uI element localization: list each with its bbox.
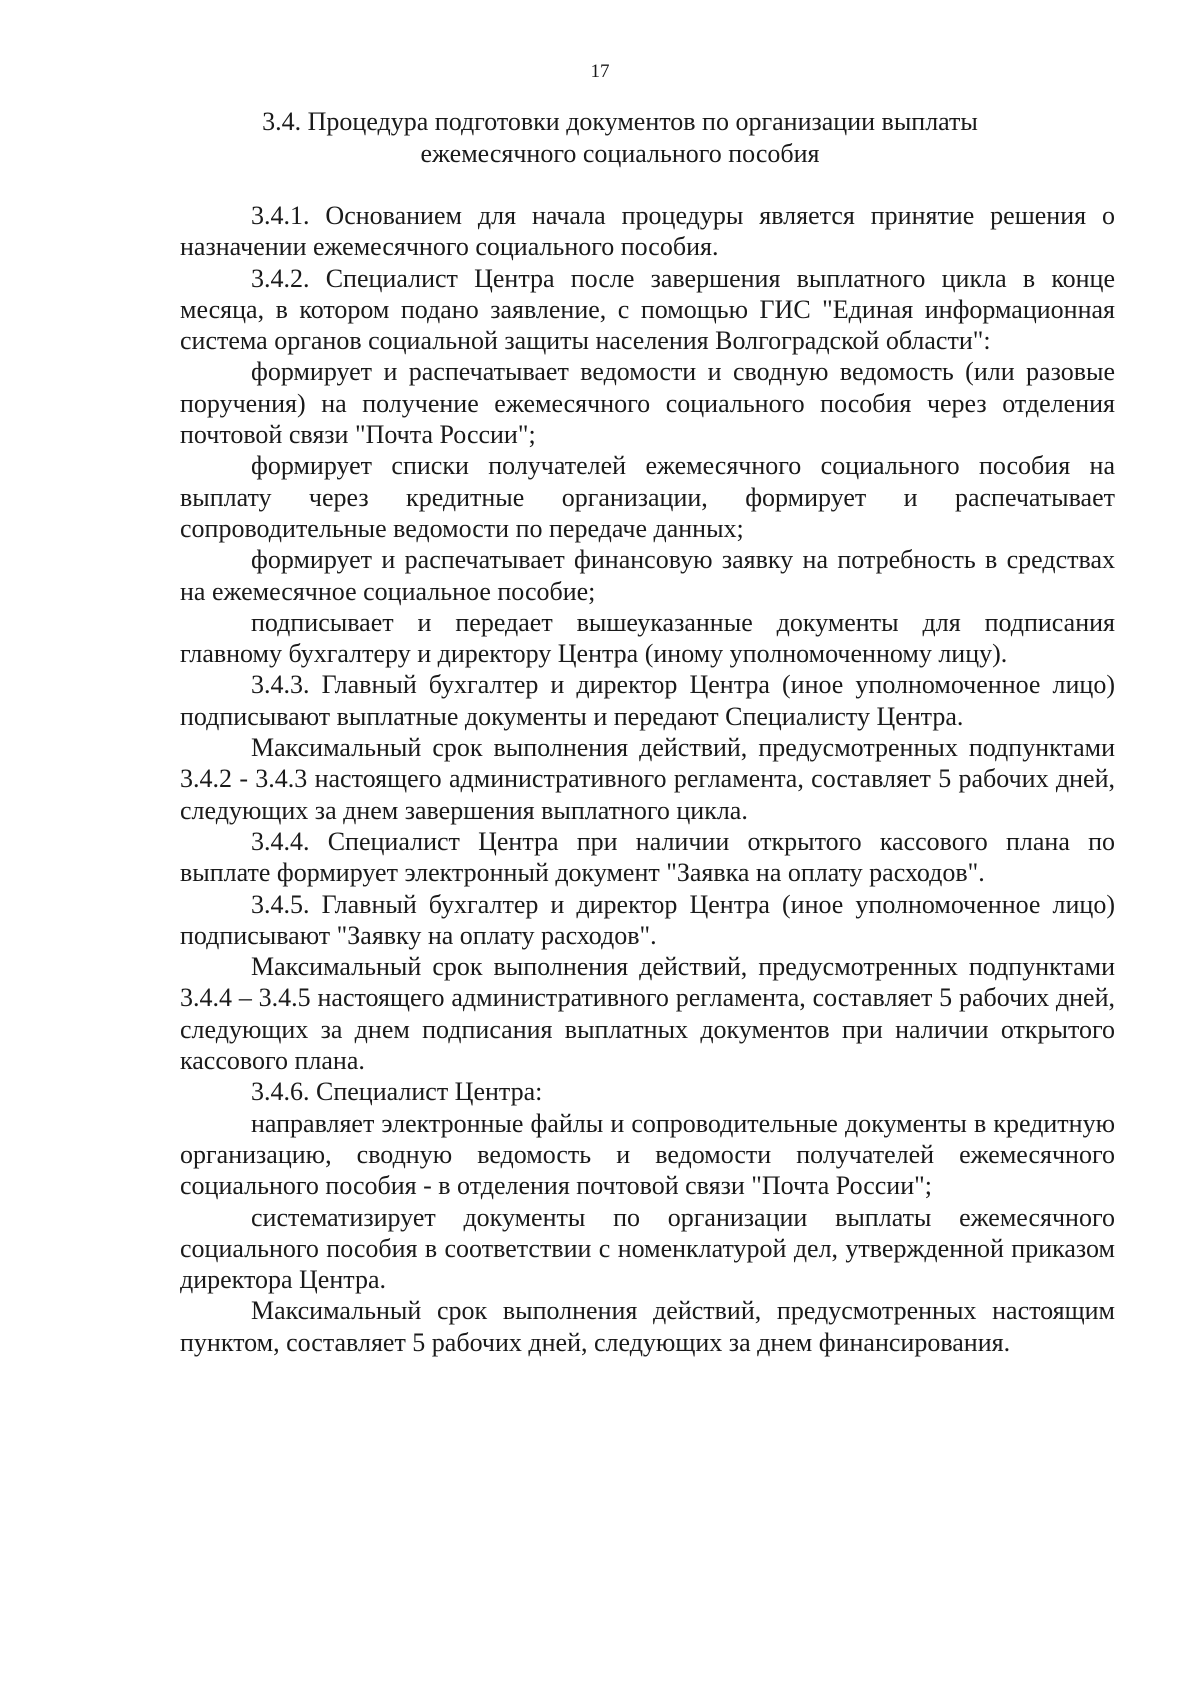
paragraph-deadline: Максимальный срок выполнения действий, предусмотренных подпунктами 3.4.2 - 3.4.3 настоящего административного регламента, составляет 5 рабочих дней, следующих за днем завершения выплатного цикла. [180, 733, 1115, 825]
paragraph-3-4-2: 3.4.2. Специалист Центра после завершения выплатного цикла в конце месяца, в котором подано заявление, с помощью ГИС "Единая информационная система органов социальной защиты населения Волгоградской области": [180, 263, 1115, 356]
paragraph-list-item: подписывает и передает вышеуказанные документы для подписания главному бухгалтеру и директору Центра (иному уполномоченному лицу). [180, 607, 1115, 669]
paragraph-deadline: Максимальный срок выполнения действий, предусмотренных подпунктами 3.4.4 – 3.4.5 настоящего административного регламента, составляет 5 рабочих дней, следующих за днем подписания выплатных документов при наличии открытого кассового плана. [180, 952, 1115, 1076]
paragraph-list-item: формирует и распечатывает финансовую заявку на потребность в средствах на ежемесячное социальное пособие; [180, 545, 1115, 606]
paragraph-3-4-5: 3.4.5. Главный бухгалтер и директор Центра (иное уполномоченное лицо) подписывают "Заявку на оплату расходов". [180, 889, 1115, 950]
section-heading [200, 106, 1040, 170]
paragraph-3-4-3: 3.4.3. Главный бухгалтер и директор Центра (иное уполномоченное лицо) подписывают выплатные документы и передают Специалисту Центра. [180, 670, 1115, 731]
page-number: 17 [590, 61, 610, 82]
paragraph-list-item: формирует списки получателей ежемесячного социального пособия на выплату через кредитные организации, формирует и распечатывает сопроводительные ведомости по передаче данных; [180, 451, 1115, 543]
paragraph-deadline: Максимальный срок выполнения действий, предусмотренных настоящим пунктом, составляет 5 рабочих дней, следующих за днем финансирования. [180, 1296, 1115, 1357]
paragraph-list-item: систематизирует документы по организации выплаты ежемесячного социального пособия в соответствии с номенклатурой дел, утвержденной приказом директора Центра. [180, 1202, 1115, 1295]
section-heading-line-2: ежемесячного социального пособия [420, 139, 820, 168]
paragraph-3-4-1: 3.4.1. Основанием для начала процедуры является принятие решения о назначении ежемесячного социального пособия. [180, 201, 1115, 262]
paragraph-3-4-6: 3.4.6. Специалист Центра: [251, 1077, 543, 1107]
paragraph-list-item: направляет электронные файлы и сопроводительные документы в кредитную организацию, сводную ведомость и ведомости получателей ежемесячного социального пособия - в отделения почтовой связи "Почта России"; [180, 1108, 1115, 1201]
paragraph-3-4-4: 3.4.4. Специалист Центра при наличии открытого кассового плана по выплате формирует электронный документ "Заявка на оплату расходов". [180, 826, 1115, 888]
section-heading-line-1: 3.4. Процедура подготовки документов по организации выплаты [262, 107, 978, 136]
document-body [180, 200, 1115, 1358]
paragraph-list-item: формирует и распечатывает ведомости и сводную ведомость (или разовые поручения) на получение ежемесячного социального пособия через отделения почтовой связи "Почта России"; [180, 357, 1115, 450]
